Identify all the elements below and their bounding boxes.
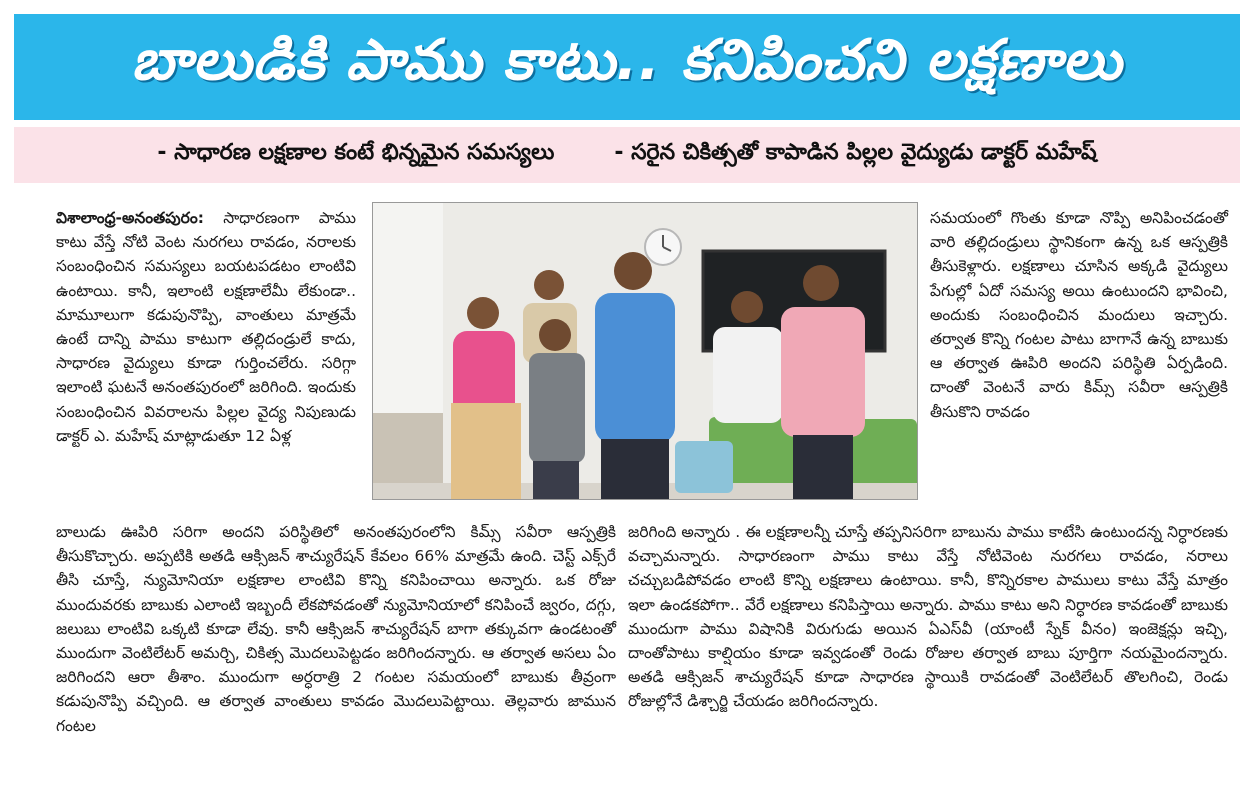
subheadline-1: - సాధారణ లక్షణాల కంటే భిన్నమైన సమస్యలు: [157, 140, 555, 165]
subheadline-2: - సరైన చికిత్సతో కాపాడిన పిల్లల వైద్యుడు డాక్టర్ మహేష్: [614, 140, 1097, 165]
right-wide-text: జరిగింది అన్నారు . ఈ లక్షణాలన్నీ చూస్తే తప్పనిసరిగా బాబును పాము కాటేసి ఉంటుందన్న నిర్ధారణకు వచ్చామన్నారు. సాధారణంగా పాము కాటు వేస్తే నోటివెంట నురగలు రావడం, నరాలు చచ్చుబడిపోవడం లాంటి కొన్ని లక్షణాలు ఉంటాయి. కానీ, కొన్నిరకాల పాములు కాటు వేస్తే మాత్రం ఇలా ఉండకపోగా.. వేరే లక్షణాలు కనిపిస్తాయి అన్నారు. పాము కాటు అని నిర్ధారణ కావడంతో బాబుకు ముందుగా పాము విషానికి విరుగుడు అయిన ఏఎస్‌వీ (యాంటీ స్నేక్ వీనం) ఇంజెక్షన్లు ఇచ్చి, దాంతోపాటు కాల్షియం కూడా ఇవ్వడంతో రెండు రోజుల తర్వాత బాబు పూర్తిగా నయమైందన్నారు. అతడి ఆక్సిజన్ శాచ్యురేషన్ కూడా సాధారణ స్థాయికి రావడంతో వెంటిలేటర్ తొలగించి, రెండు రోజుల్లోనే డిశ్చార్జి చేయడం జరిగిందన్నారు.: [628, 523, 1228, 711]
article-column-left: [56, 206, 356, 448]
headline: బాలుడికి పాము కాటు.. కనిపించని లక్షణాలు: [131, 27, 1123, 93]
news-photo: [372, 202, 918, 500]
dateline: విశాలాంధ్ర-అనంతపురం:: [56, 209, 204, 227]
headline-banner: [14, 14, 1240, 120]
article-column-right: [930, 206, 1228, 424]
right-column-text: సమయంలో గొంతు కూడా నొప్పి అనిపించడంతో వారి తల్లిదండ్రులు స్థానికంగా ఉన్న ఒక ఆస్పత్రికి తీసుకెళ్లారు. లక్షణాలు చూసిన అక్కడి వైద్యులు పేగుల్లో ఏదో సమస్య అయి ఉంటుందని భావించి, అందుకు సంబంధించిన మందులు ఇచ్చారు. తర్వాత కొన్ని గంటల పాటు బాగానే ఉన్న బాబుకు ఆ తర్వాత ఊపిరి అందని పరిస్థితి ఏర్పడింది. దాంతో వెంటనే వారు కిమ్స్ సవీరా ఆస్పత్రికి తీసుకొని రావడం: [930, 209, 1228, 421]
article-column-right-bottom: [628, 520, 1228, 714]
subheadline-bar: [14, 127, 1240, 183]
article-column-left-bottom: [56, 520, 616, 738]
left-column-text: సాధారణంగా పాము కాటు వేస్తే నోటి వెంట నురగలు రావడం, నరాలకు సంబంధించిన సమస్యలు బయటపడటం లాంటివి ఉంటాయి. కానీ, ఇలాంటి లక్షణాలేమీ లేకుండా.. మామూలుగా కడుపునొప్పి, వాంతులు మాత్రమే ఉంటే దాన్ని పాము కాటుగా తల్లిదండ్రులే కాదు, సాధారణ వైద్యులు కూడా గుర్తించలేరు. సరిగ్గా ఇలాంటి ఘటనే అనంతపురంలో జరిగింది. ఇందుకు సంబంధించిన వివరాలను పిల్లల వైద్య నిపుణుడు డాక్టర్ ఎ. మహేష్ మాట్లాడుతూ 12 ఏళ్ల: [56, 209, 356, 445]
left-wide-text: బాలుడు ఊపిరి సరిగా అందని పరిస్థితిలో అనంతపురంలోని కిమ్స్ సవీరా ఆస్పత్రికి తీసుకొచ్చారు. అప్పటికి అతడి ఆక్సిజన్ శాచ్యురేషన్ కేవలం 66% మాత్రమే ఉంది. చెస్ట్ ఎక్స్‌రే తీసి చూస్తే, న్యుమోనియా లక్షణాల లాంటివి కొన్ని కనిపించాయి అన్నారు. ఒక రోజు ముందువరకు బాబుకు ఎలాంటి ఇబ్బందీ లేకపోవడంతో న్యుమోనియాలో కనిపించే జ్వరం, దగ్గు, జలుబు లాంటివి ఒక్కటి కూడా లేవు. కానీ ఆక్సిజన్ శాచ్యురేషన్ బాగా తక్కువగా ఉండటంతో ముందుగా వెంటిలేటర్ అమర్చి, చికిత్స మొదలుపెట్టడం జరిగిందన్నారు. ఆ తర్వాత అసలు ఏం జరిగిందని ఆరా తీశాం. ముందుగా అర్ధరాత్రి 2 గంటల సమయంలో బాబుకు తీవ్రంగా కడుపునొప్పి వచ్చింది. ఆ తర్వాత వాంతులు కావడం మొదలుపెట్టాయి. తెల్లవారు జామున గంటల: [56, 523, 616, 735]
